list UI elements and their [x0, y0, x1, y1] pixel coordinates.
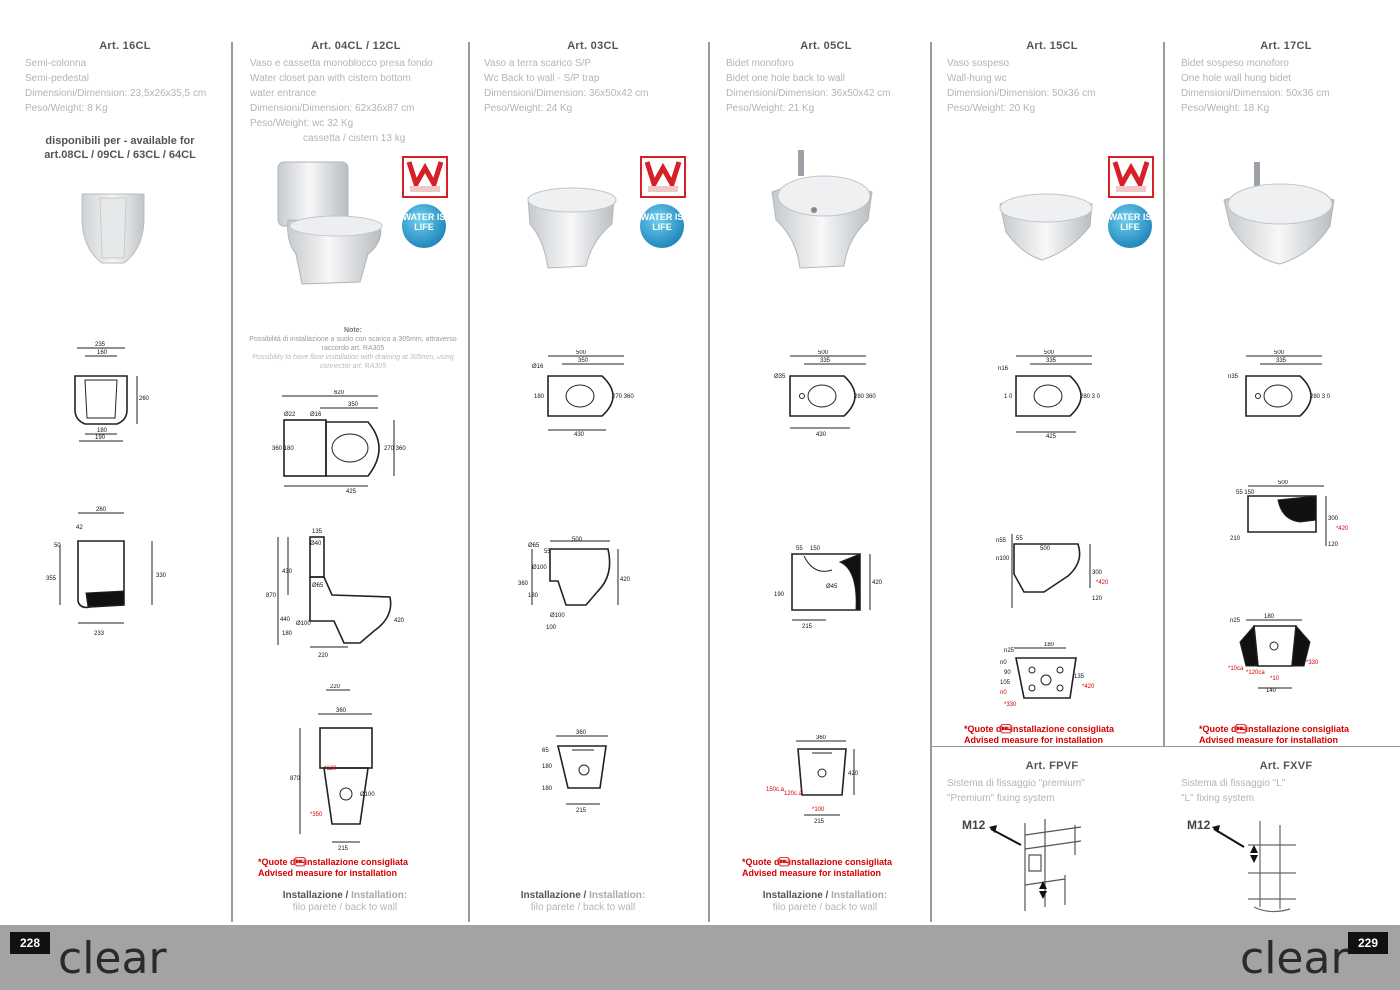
availability-title: disponibili per - available for	[45, 135, 195, 147]
availability-list: art.08CL / 09CL / 63CL / 64CL	[44, 149, 196, 161]
install-sub: filo parete / back to wall	[772, 902, 878, 913]
desc-line: Semi-colonna	[25, 58, 87, 69]
svg-text:500: 500	[1040, 546, 1051, 552]
install-sub: filo parete / back to wall	[292, 902, 398, 913]
svg-text:n0: n0	[1000, 660, 1007, 666]
svg-text:220: 220	[318, 653, 329, 659]
svg-text:420: 420	[872, 580, 883, 586]
page-number-right: 229	[1348, 932, 1388, 954]
svg-text:90: 90	[1004, 670, 1011, 676]
note-english: Possibility to have floor installation with draining at 305mm, using connector art. RA305	[252, 354, 454, 370]
product-description	[1181, 776, 1391, 806]
installation-label	[740, 890, 910, 914]
floor-wc-photo	[522, 180, 622, 272]
section-divider	[931, 746, 1400, 747]
svg-text:210: 210	[1230, 536, 1241, 542]
svg-text:360: 360	[576, 730, 587, 736]
svg-text:180: 180	[542, 786, 553, 792]
fixing-system-fxvf	[1181, 760, 1391, 806]
desc-line: Bidet sospeso monoforo	[1181, 58, 1289, 69]
svg-text:55: 55	[1016, 536, 1023, 542]
svg-text:270 360: 270 360	[384, 446, 406, 452]
top-view-drawing	[268, 390, 418, 495]
installation-label	[260, 890, 430, 914]
svg-text:420: 420	[848, 771, 859, 777]
column-divider	[231, 42, 233, 922]
svg-text:55: 55	[796, 546, 803, 552]
svg-text:360: 360	[336, 708, 347, 714]
svg-text:42: 42	[76, 525, 83, 531]
desc-line: Sistema di fissaggio "L"	[1181, 778, 1286, 789]
top-view-drawing	[55, 340, 160, 450]
red-note-line: *Quote dinstallazione consigliata	[964, 724, 1115, 734]
product-column-16cl	[25, 40, 225, 116]
svg-text:Ø16: Ø16	[532, 364, 544, 370]
badge-text: WATER IS LIFE	[640, 212, 684, 232]
product-column-17cl	[1181, 40, 1391, 116]
svg-text:1 0: 1 0	[1004, 394, 1013, 400]
svg-text:440: 440	[280, 617, 291, 623]
desc-line: Peso/Weight: 21 Kg	[726, 103, 815, 114]
floor-bidet-photo	[768, 148, 878, 272]
svg-text:55 150: 55 150	[1236, 490, 1255, 496]
svg-text:Ø100: Ø100	[532, 565, 547, 571]
desc-line: Peso/Weight: wc 32 Kg	[250, 118, 354, 129]
product-column-15cl	[947, 40, 1157, 116]
desc-line: water entrance	[250, 88, 317, 99]
svg-text:*420: *420	[1096, 580, 1109, 586]
svg-text:*330: *330	[1004, 702, 1017, 708]
svg-text:430: 430	[816, 432, 827, 438]
svg-text:Ø16: Ø16	[310, 412, 322, 418]
svg-text:335: 335	[820, 358, 831, 364]
svg-text:180: 180	[1264, 614, 1275, 620]
svg-text:*420: *420	[1082, 684, 1095, 690]
svg-text:350: 350	[348, 402, 359, 408]
top-view-drawing	[770, 350, 885, 440]
desc-line: Vaso a terra scarico S/P	[484, 58, 592, 69]
desc-line: Dimensioni/Dimension: 62x36x87 cm	[250, 103, 415, 114]
note-title: Note:	[344, 327, 362, 334]
desc-line: Wall-hung wc	[947, 73, 1007, 84]
svg-text:55: 55	[544, 549, 551, 555]
page-number-left: 228	[10, 932, 50, 954]
wall-hung-bidet-photo	[1220, 160, 1340, 270]
red-note-line: Advised measure for installation	[964, 735, 1104, 745]
svg-text:870: 870	[266, 593, 277, 599]
advised-measure-note	[1199, 724, 1349, 746]
svg-text:105: 105	[1000, 680, 1011, 686]
svg-text:425: 425	[346, 489, 357, 495]
article-title: Art. 03CL	[567, 40, 619, 52]
top-view-drawing	[528, 350, 638, 440]
svg-text:Ø100: Ø100	[550, 613, 565, 619]
install-label-en: Installation:	[586, 890, 646, 901]
install-label-en: Installation:	[348, 890, 408, 901]
front-view-drawing	[996, 642, 1106, 717]
svg-text:Ø65: Ø65	[312, 583, 324, 589]
install-label-it: Installazione /	[762, 890, 829, 901]
product-description	[250, 56, 462, 146]
svg-text:150c.a: 150c.a	[766, 787, 785, 793]
product-description	[947, 776, 1157, 806]
red-note-line: Advised measure for installation	[1199, 735, 1339, 745]
svg-text:Ø40: Ø40	[310, 541, 322, 547]
svg-text:500: 500	[1044, 350, 1055, 356]
front-view-drawing	[280, 684, 400, 854]
svg-text:500: 500	[1278, 480, 1289, 486]
article-title: Art. 16CL	[99, 40, 151, 52]
svg-text:n0: n0	[1000, 690, 1007, 696]
desc-line: Peso/Weight: 20 Kg	[947, 103, 1036, 114]
column-divider	[708, 42, 710, 922]
svg-text:n25: n25	[1230, 618, 1241, 624]
svg-text:*10: *10	[1270, 676, 1280, 682]
svg-text:235: 235	[95, 342, 106, 348]
bolt-size-label: M12	[1187, 818, 1211, 832]
svg-text:150: 150	[810, 546, 821, 552]
svg-text:190: 190	[95, 435, 106, 441]
side-view-drawing	[770, 540, 885, 630]
svg-text:65: 65	[542, 748, 549, 754]
svg-text:Ø45: Ø45	[1286, 524, 1298, 530]
svg-text:120c.a: 120c.a	[784, 791, 803, 797]
fixing-system-fpvf	[947, 760, 1157, 806]
svg-text:180: 180	[282, 631, 293, 637]
svg-text:500: 500	[572, 537, 583, 543]
svg-text:*350: *350	[310, 812, 323, 818]
water-is-life-badge	[1108, 204, 1152, 248]
front-view-drawing	[1226, 612, 1336, 697]
product-column-05cl	[726, 40, 926, 116]
svg-text:350: 350	[578, 358, 589, 364]
footer-bar	[0, 925, 1400, 990]
svg-text:280 3 0: 280 3 0	[1310, 394, 1331, 400]
side-view-drawing	[42, 505, 172, 640]
badge-text: WATER IS LIFE	[402, 212, 446, 232]
svg-text:180: 180	[97, 428, 108, 434]
svg-text:215: 215	[802, 624, 813, 630]
svg-text:135: 135	[312, 529, 323, 535]
svg-text:Ø100: Ø100	[296, 621, 311, 627]
product-column-04cl-12cl	[250, 40, 462, 146]
svg-text:*120: *120	[324, 766, 337, 772]
svg-text:140: 140	[1266, 688, 1277, 694]
article-title: Art. FXVF	[1259, 760, 1313, 772]
desc-line: "L" fixing system	[1181, 793, 1255, 804]
svg-text:100: 100	[546, 625, 557, 631]
svg-text:160: 160	[97, 350, 108, 356]
product-description	[484, 56, 702, 116]
svg-text:420: 420	[620, 577, 631, 583]
svg-text:120: 120	[1092, 596, 1103, 602]
svg-text:*10ca: *10ca	[1228, 666, 1244, 672]
brand-logo-right: clear	[1240, 933, 1349, 984]
svg-text:n35: n35	[1228, 374, 1239, 380]
red-note-line: *Quote dinstallazione consigliata	[1199, 724, 1350, 734]
front-view-drawing	[762, 735, 872, 830]
svg-text:360: 360	[816, 735, 827, 741]
svg-text:430: 430	[574, 432, 585, 438]
svg-text:330: 330	[156, 573, 167, 579]
svg-text:*420: *420	[1336, 526, 1348, 532]
desc-line: Vaso sospeso	[947, 58, 1010, 69]
svg-text:215: 215	[338, 846, 349, 852]
svg-text:280 3 0: 280 3 0	[1080, 394, 1101, 400]
front-view-drawing	[538, 728, 628, 818]
desc-line: Semi-pedestal	[25, 73, 89, 84]
bolt-size-label: M12	[962, 818, 986, 832]
svg-text:180: 180	[534, 394, 545, 400]
svg-text:355: 355	[46, 576, 57, 582]
column-divider	[1163, 42, 1165, 747]
install-sub: filo parete / back to wall	[530, 902, 636, 913]
svg-text:215: 215	[814, 819, 825, 825]
product-description	[947, 56, 1157, 116]
svg-text:Ø22: Ø22	[284, 412, 296, 418]
svg-text:260: 260	[96, 507, 107, 513]
svg-text:Ø45: Ø45	[826, 584, 838, 590]
svg-text:260: 260	[139, 396, 150, 402]
article-title: Art. 17CL	[1260, 40, 1312, 52]
svg-text:180: 180	[1044, 642, 1055, 648]
desc-line: Vaso e cassetta monoblocco presa fondo	[250, 58, 433, 69]
brand-logo-left: clear	[58, 933, 167, 984]
svg-text:335: 335	[1046, 358, 1057, 364]
red-note-line: Advised measure for installation	[258, 868, 398, 878]
svg-text:360 180: 360 180	[272, 446, 294, 452]
desc-line: One hole wall hung bidet	[1181, 73, 1292, 84]
product-description	[726, 56, 926, 116]
side-view-drawing	[262, 525, 422, 660]
side-view-drawing	[514, 535, 639, 635]
note-italian: Possibilità di installazione a suolo con scarico a 305mm, attraverso raccordo art. RA305	[249, 336, 457, 352]
installation-note	[248, 326, 458, 371]
red-note-line: *Quote dinstallazione consigliata	[742, 857, 893, 867]
svg-text:Ø35: Ø35	[774, 374, 786, 380]
install-label-it: Installazione /	[520, 890, 587, 901]
svg-text:335: 335	[1276, 358, 1287, 364]
article-title: Art. FPVF	[1025, 760, 1079, 772]
wall-hung-wc-photo	[996, 186, 1096, 266]
desc-line: Sistema di fissaggio "premium"	[947, 778, 1085, 789]
product-description	[1181, 56, 1391, 116]
svg-text:270 360: 270 360	[612, 394, 634, 400]
svg-text:*330: *330	[1306, 660, 1319, 666]
svg-text:n25: n25	[1004, 648, 1015, 654]
svg-text:420: 420	[394, 618, 405, 624]
desc-line: Dimensioni/Dimension: 36x50x42 cm	[726, 88, 891, 99]
install-label-it: Installazione /	[282, 890, 349, 901]
desc-line: Bidet one hole back to wall	[726, 73, 845, 84]
svg-text:620: 620	[334, 390, 345, 396]
watermark-w-badge	[640, 156, 686, 198]
svg-text:430: 430	[282, 569, 293, 575]
svg-text:360: 360	[518, 581, 529, 587]
svg-text:870: 870	[290, 776, 301, 782]
svg-text:233: 233	[94, 631, 105, 637]
desc-line: Dimensioni/Dimension: 23,5x26x35,5 cm	[25, 88, 207, 99]
svg-text:135: 135	[1074, 674, 1085, 680]
desc-line: "Premium" fixing system	[947, 793, 1055, 804]
svg-text:300: 300	[1092, 570, 1103, 576]
svg-text:280 360: 280 360	[854, 394, 876, 400]
svg-text:*120ca: *120ca	[1246, 670, 1265, 676]
product-column-03cl	[484, 40, 702, 116]
advised-measure-note	[258, 857, 408, 879]
advised-measure-note	[964, 724, 1114, 746]
svg-text:180: 180	[542, 764, 553, 770]
product-description	[25, 56, 225, 116]
svg-text:180: 180	[528, 593, 539, 599]
desc-line: Peso/Weight: 8 Kg	[25, 103, 108, 114]
desc-line: Dimensioni/Dimension: 36x50x42 cm	[484, 88, 649, 99]
svg-text:120: 120	[1328, 542, 1339, 548]
svg-text:n55: n55	[996, 538, 1007, 544]
svg-text:220: 220	[330, 684, 341, 690]
svg-text:500: 500	[1274, 350, 1285, 356]
desc-line: Peso/Weight: 18 Kg	[1181, 103, 1270, 114]
water-is-life-badge	[402, 204, 446, 248]
side-view-drawing	[994, 528, 1114, 613]
fixing-frame-drawing	[985, 815, 1095, 915]
close-coupled-wc-photo	[270, 158, 390, 290]
column-divider	[468, 42, 470, 922]
badge-text: WATER IS LIFE	[1108, 212, 1152, 232]
install-label-en: Installation:	[828, 890, 888, 901]
article-title: Art. 15CL	[1026, 40, 1078, 52]
availability-note	[20, 134, 220, 162]
red-note-line: *Quote dinstallazione consigliata	[258, 857, 409, 867]
column-divider	[930, 42, 932, 922]
article-title: Art. 05CL	[800, 40, 852, 52]
water-is-life-badge	[640, 204, 684, 248]
side-view-drawing	[1228, 480, 1348, 560]
watermark-w-badge	[1108, 156, 1154, 198]
red-note-line: Advised measure for installation	[742, 868, 882, 878]
desc-line: cassetta / cistern 13 kg	[303, 133, 406, 144]
desc-line: Peso/Weight: 24 Kg	[484, 103, 573, 114]
desc-line: Wc Back to wall - S/P trap	[484, 73, 600, 84]
desc-line: Dimensioni/Dimension: 50x36 cm	[1181, 88, 1330, 99]
svg-text:Ø100: Ø100	[360, 792, 375, 798]
top-view-drawing	[1226, 350, 1346, 440]
installation-label	[498, 890, 668, 914]
fixing-frame-drawing	[1210, 815, 1310, 915]
desc-line: Dimensioni/Dimension: 50x36 cm	[947, 88, 1096, 99]
svg-text:425: 425	[1046, 434, 1057, 440]
desc-line: Bidet monoforo	[726, 58, 794, 69]
svg-text:190: 190	[774, 592, 785, 598]
svg-text:*100: *100	[812, 807, 825, 813]
svg-text:215: 215	[576, 808, 587, 814]
svg-text:n100: n100	[996, 556, 1010, 562]
semi-pedestal-photo	[78, 188, 148, 268]
watermark-w-badge	[402, 156, 448, 198]
svg-text:300: 300	[1328, 516, 1339, 522]
svg-text:500: 500	[576, 350, 587, 356]
article-title: Art. 04CL / 12CL	[311, 40, 401, 52]
svg-text:n16: n16	[998, 366, 1009, 372]
top-view-drawing	[996, 350, 1136, 440]
advised-measure-note	[742, 857, 892, 879]
svg-text:Ø65: Ø65	[528, 543, 540, 549]
svg-text:50: 50	[54, 543, 61, 549]
desc-line: Water closet pan with cistern bottom	[250, 73, 411, 84]
svg-text:500: 500	[818, 350, 829, 356]
